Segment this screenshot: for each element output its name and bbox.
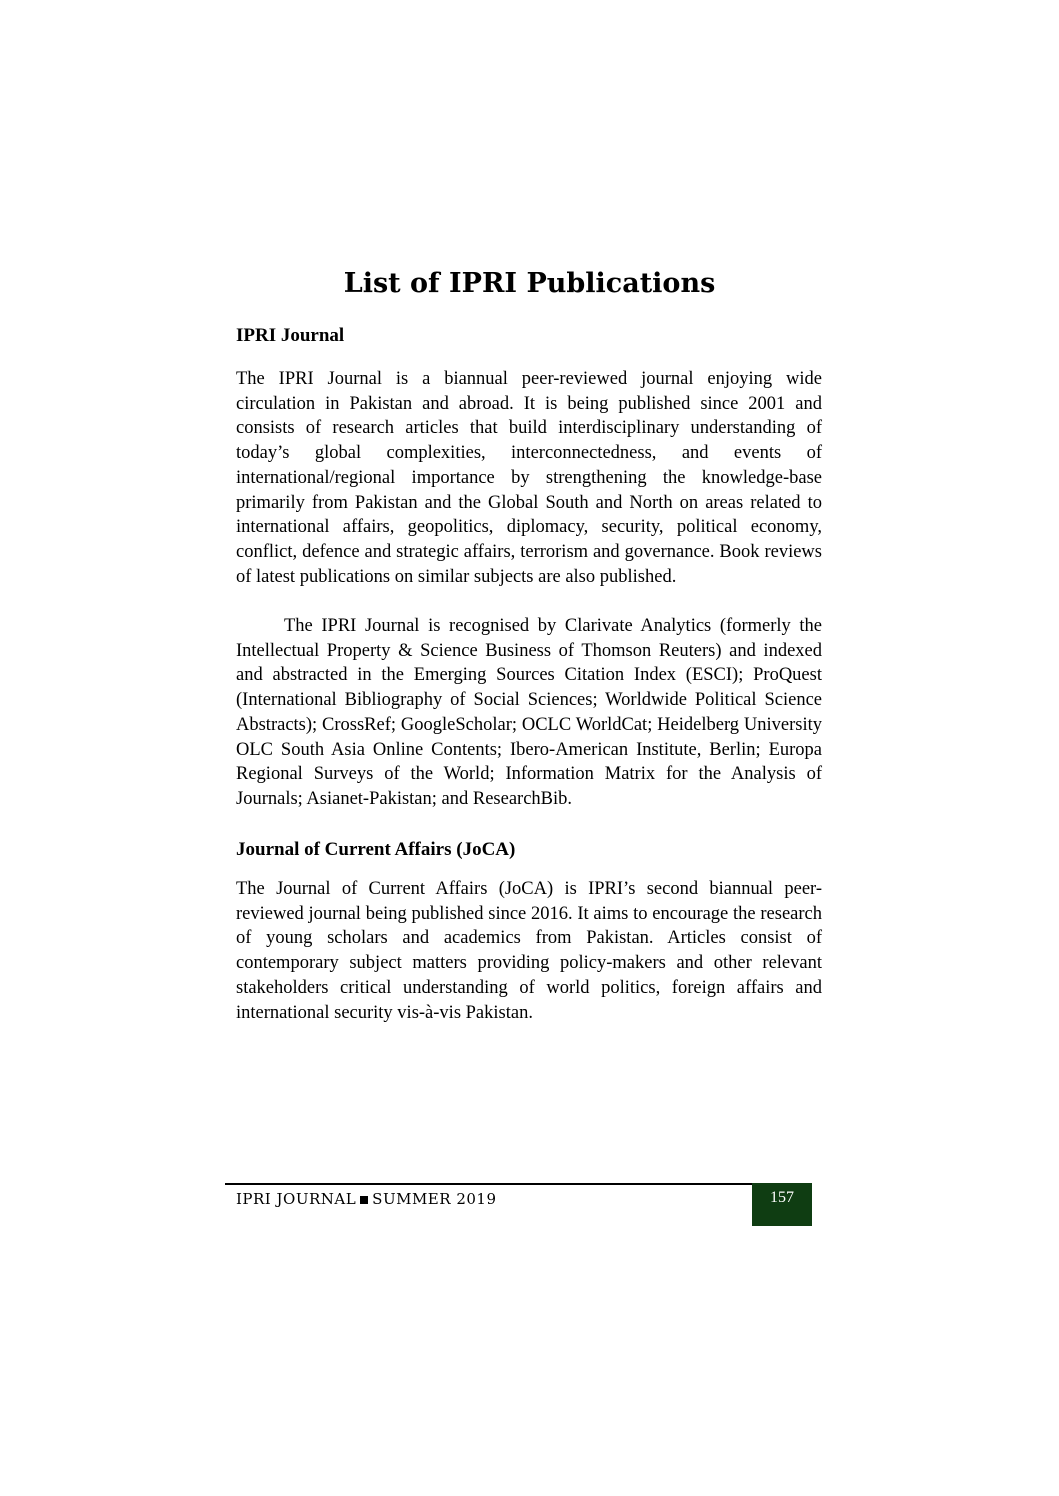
footer-issue: SUMMER 2019 <box>372 1190 497 1208</box>
joca-description-paragraph: The Journal of Current Affairs (JoCA) is IPRI’s second biannual peer-reviewed journal being published since 2016. It aims to encourage the research of young scholars and academics from Pakistan. Articles consist of contemporary subject matters providing policy-makers and other relevant stakeholders critical understanding of world politics, foreign affairs and international security vis-à-vis Pakistan. <box>236 879 822 1023</box>
square-bullet-icon <box>360 1196 368 1204</box>
section-heading-ipri-journal: IPRI Journal <box>236 325 345 346</box>
running-footer <box>236 1188 497 1210</box>
footer-journal-name: IPRI JOURNAL <box>236 1190 357 1208</box>
page-title: List of IPRI Publications <box>343 268 716 299</box>
section-heading-joca: Journal of Current Affairs (JoCA) <box>236 839 516 860</box>
footer-divider <box>225 1183 812 1185</box>
page-number: 157 <box>752 1183 812 1226</box>
ipri-journal-indexing-paragraph: The IPRI Journal is recognised by Clarivate Analytics (formerly the Intellectual Property & Science Business of Thomson Reuters) and indexed and abstracted in the Emerging Sources Citation Index (ESCI); ProQuest (International Bibliography of Social Sciences; Worldwide Political Science Abstracts); CrossRef; GoogleScholar; OCLC WorldCat; Heidelberg University OLC South Asia Online Contents; Ibero-American Institute, Berlin; Europa Regional Surveys of the World; Information Matrix for the Analysis of Journals; Asianet-Pakistan; and ResearchBib. <box>236 616 822 809</box>
ipri-journal-description-paragraph: The IPRI Journal is a biannual peer-reviewed journal enjoying wide circulation in Pakistan and abroad. It is being published since 2001 and consists of research articles that build interdisciplinary understanding of today’s global complexities, interconnectedness, and events of international/regional importance by strengthening the knowledge-base primarily from Pakistan and the Global South and North on areas related to international affairs, geopolitics, diplomacy, security, political economy, conflict, defence and strategic affairs, terrorism and governance. Book reviews of latest publications on similar subjects are also published. <box>236 369 822 587</box>
